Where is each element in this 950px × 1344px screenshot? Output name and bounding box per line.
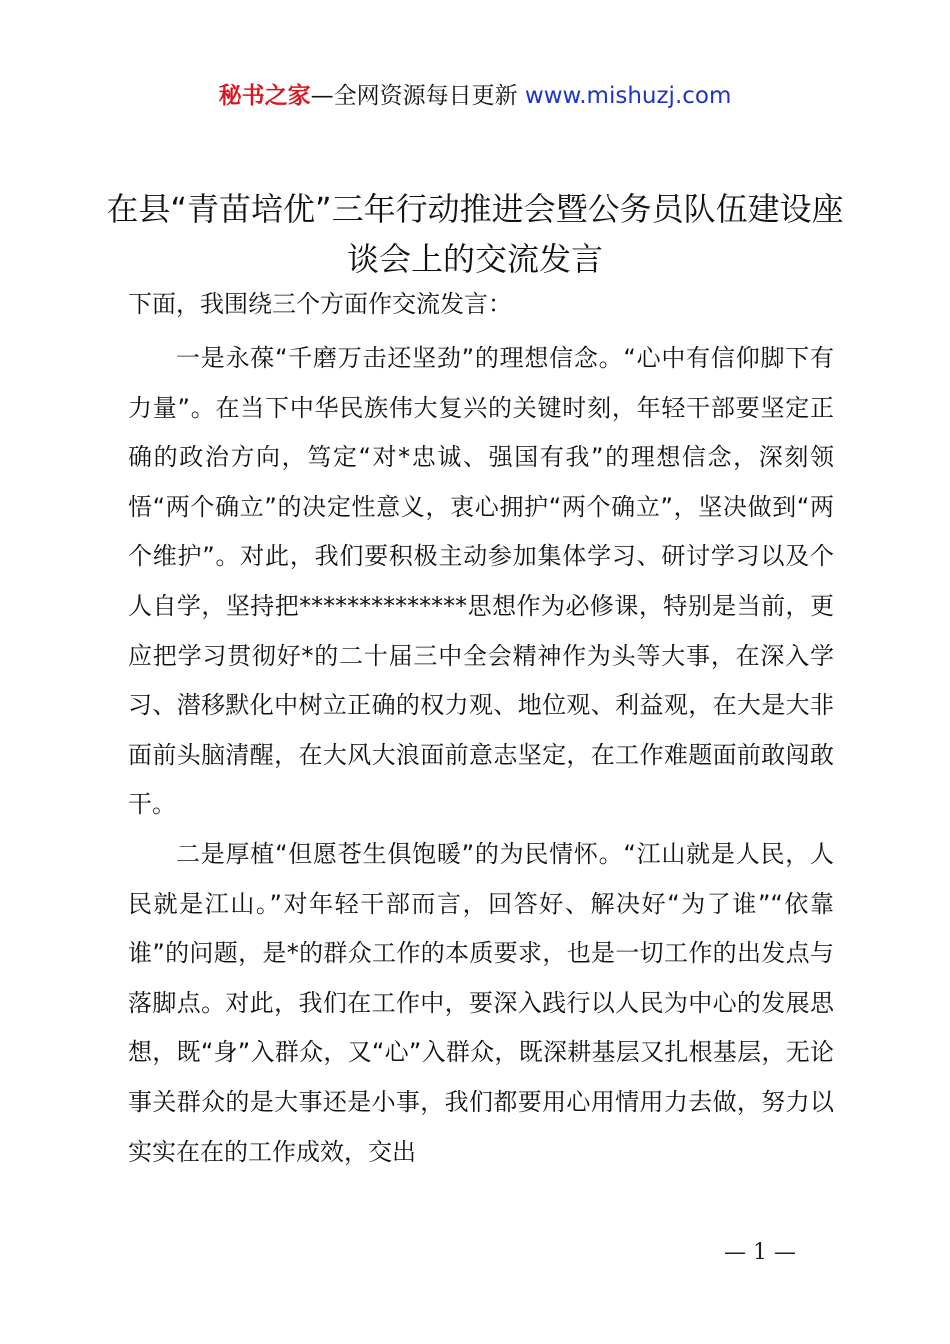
brand-name: 秘书之家	[218, 83, 311, 109]
document-title: 在县“青苗培优”三年行动推进会暨公务员队伍建设座谈会上的交流发言	[106, 190, 844, 278]
document-body	[128, 334, 834, 1177]
page-number: — 1 —	[724, 1240, 796, 1265]
header-slogan: —全网资源每日更新	[310, 83, 518, 109]
body-paragraph-1: 一是永葆“千磨万击还坚劲”的理想信念。“心中有信仰脚下有力量”。在当下中华民族伟大复兴的关键时刻，年轻干部要坚定正确的政治方向，笃定“对*忠诚、强国有我”的理想信念，深刻领悟“两个确立”的决定性意义，衷心拥护“两个确立”，坚决做到“两个维护”。对此，我们要积极主动参加集体学习、研讨学习以及个人自学，坚持把**************思想作为必修课，特别是当前，更应把学习贯彻好*的二十届三中全会精神作为头等大事，在深入学习、潜移默化中树立正确的权力观、地位观、利益观，在大是大非面前头脑清醒，在大风大浪面前意志坚定，在工作难题面前敢闯敢干。	[128, 344, 834, 819]
site-header	[0, 80, 950, 112]
site-url-link[interactable]: www.mishuzj.com	[524, 83, 732, 109]
body-paragraph-2: 二是厚植“但愿苍生俱饱暖”的为民情怀。“江山就是人民，人民就是江山。”对年轻干部而言，回答好、解决好“为了谁”“依靠谁”的问题，是*的群众工作的本质要求，也是一切工作的出发点与落脚点。对此，我们在工作中，要深入践行以人民为中心的发展思想，既“身”入群众，又“心”入群众，既深耕基层又扎根基层，无论事关群众的是大事还是小事，我们都要用心用情用力去做，努力以实实在在的工作成效，交出	[128, 839, 834, 1166]
intro-paragraph: 下面，我围绕三个方面作交流发言：	[128, 290, 512, 318]
